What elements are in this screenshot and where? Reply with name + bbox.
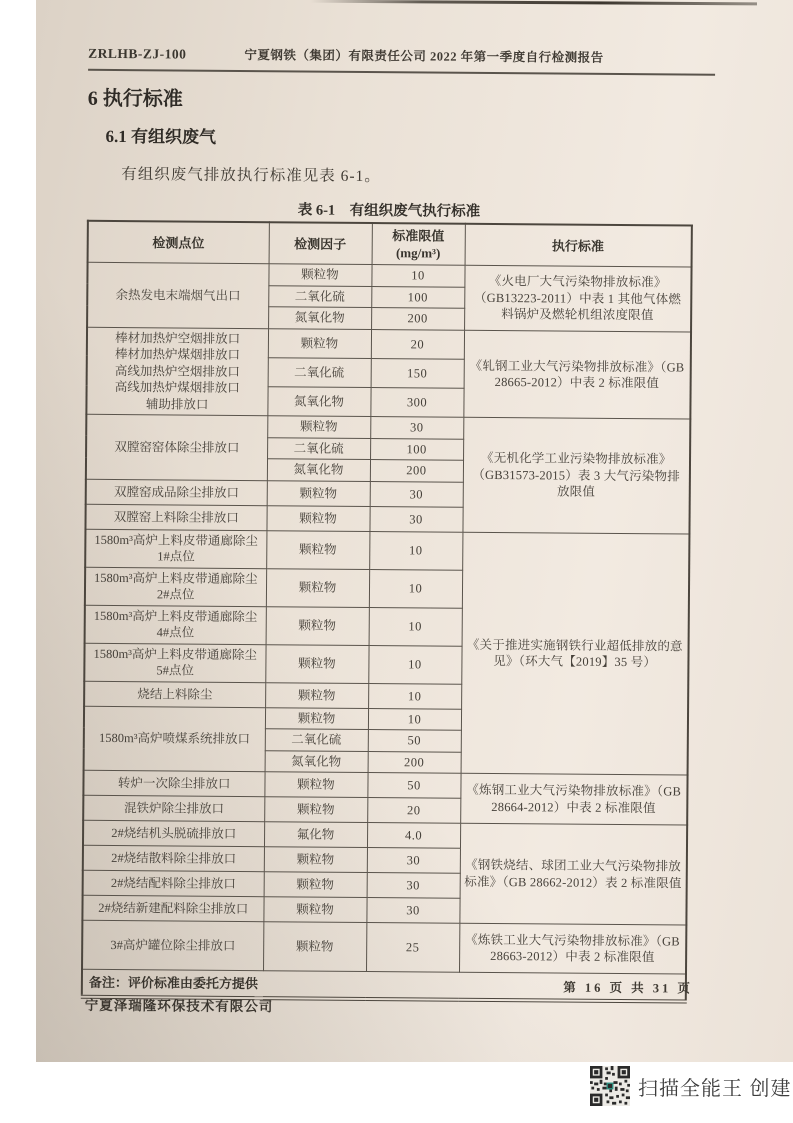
factor-cell: 颗粒物 (266, 531, 369, 570)
limit-cell: 10 (369, 531, 462, 570)
limit-cell: 30 (367, 873, 460, 899)
monitoring-point-cell: 棒材加热炉空烟排放口 棒材加热炉煤烟排放口 高线加热炉空烟排放口 高线加热炉煤烟排放口 辅助排放口 (86, 327, 268, 416)
footer-company: 宁夏泽瑞隆环保技术有限公司 (84, 997, 274, 1015)
limit-cell: 20 (367, 798, 460, 824)
limit-cell: 10 (368, 683, 461, 709)
factor-cell: 颗粒物 (263, 922, 366, 972)
limit-cell: 150 (371, 358, 464, 388)
factor-cell: 颗粒物 (265, 645, 368, 684)
standard-cell: 《钢铁烧结、球团工业大气污染物排放标准》（GB 28662-2012）表 2 标准限值 (459, 824, 687, 926)
factor-cell: 颗粒物 (266, 569, 369, 608)
monitoring-point-cell: 2#烧结配料除尘排放口 (83, 871, 264, 897)
scanned-sheet (36, 0, 793, 1062)
factor-cell: 颗粒物 (265, 708, 368, 730)
factor-cell: 二氧化硫 (268, 286, 371, 308)
standard-cell: 《炼钢工业大气污染物排放标准》（GB 28664-2012）中表 2 标准限值 (460, 774, 687, 826)
table-note: 备注：评价标准由委托方提供 (82, 970, 686, 1002)
limit-cell: 10 (368, 708, 461, 730)
monitoring-point-cell: 1580m³高炉喷煤系统排放口 (84, 706, 266, 772)
monitoring-point-cell: 双膛窑成品除尘排放口 (86, 479, 267, 505)
subsection-heading: 6.1 有组织废气 (105, 126, 217, 147)
factor-cell: 颗粒物 (264, 797, 367, 823)
standards-table (81, 220, 693, 1004)
limit-cell: 30 (366, 898, 459, 924)
limit-cell: 20 (371, 329, 464, 359)
factor-cell: 颗粒物 (264, 847, 367, 873)
limit-cell: 200 (371, 308, 464, 330)
table-row (82, 921, 686, 975)
table-row (87, 327, 691, 361)
monitoring-point-cell: 1580m³高炉上料皮带通廊除尘 1#点位 (85, 529, 266, 568)
factor-cell: 颗粒物 (268, 329, 371, 359)
table-row (87, 263, 691, 289)
limit-cell: 200 (368, 751, 461, 773)
limit-cell: 10 (371, 265, 464, 287)
monitoring-point-cell: 1580m³高炉上料皮带通廊除尘 2#点位 (85, 567, 266, 606)
monitoring-point-cell: 2#烧结散料除尘排放口 (83, 846, 264, 872)
monitoring-point-cell: 双膛窑上料除尘排放口 (85, 504, 266, 530)
table-header-row (88, 221, 692, 268)
table-body (82, 263, 692, 1002)
limit-cell: 30 (370, 417, 463, 439)
column-header: 检测点位 (88, 221, 269, 264)
factor-cell: 氮氧化物 (267, 459, 370, 481)
limit-cell: 10 (369, 569, 462, 608)
limit-cell: 50 (367, 773, 460, 799)
monitoring-point-cell: 2#烧结新建配料除尘排放口 (82, 896, 263, 922)
limit-cell: 300 (370, 388, 463, 418)
report-title: 宁夏钢铁（集团）有限责任公司 2022 年第一季度自行检测报告 (244, 48, 604, 65)
monitoring-point-cell: 1580m³高炉上料皮带通廊除尘 4#点位 (85, 605, 266, 644)
standard-cell: 《关于推进实施钢铁行业超低排放的意见》（环大气【2019】35 号） (461, 532, 690, 775)
doc-number: ZRLHB-ZJ-100 (88, 45, 187, 62)
column-header: 检测因子 (269, 222, 372, 265)
document-header (88, 44, 715, 76)
factor-cell: 二氧化硫 (265, 729, 368, 751)
limit-cell: 200 (370, 460, 463, 482)
column-header: 执行标准 (465, 224, 692, 268)
limit-cell: 10 (368, 645, 461, 684)
standard-cell: 《炼铁工业大气污染物排放标准》（GB 28663-2012）中表 2 标准限值 (459, 924, 686, 975)
monitoring-point-cell: 烧结上料除尘 (84, 681, 265, 707)
factor-cell: 颗粒物 (266, 607, 369, 646)
table-row (86, 415, 690, 441)
limit-cell: 100 (370, 438, 463, 460)
standard-cell: 《火电厂大气污染物排放标准》（GB13223-2011）中表 1 其他气体燃料锅炉及燃轮机组浓度限值 (464, 266, 691, 332)
qr-code-icon (590, 1066, 630, 1106)
monitoring-point-cell: 1580m³高炉上料皮带通廊除尘 5#点位 (84, 643, 265, 682)
scanner-watermark-label: 扫描全能王 创建 (638, 1077, 792, 1100)
table-title: 表 6-1 有组织废气执行标准 (297, 202, 481, 220)
factor-cell: 二氧化硫 (267, 438, 370, 460)
factor-cell: 颗粒物 (268, 264, 371, 286)
factor-cell: 颗粒物 (267, 416, 370, 438)
monitoring-point-cell: 3#高炉罐位除尘排放口 (82, 921, 263, 971)
section-heading: 6 执行标准 (87, 87, 183, 111)
monitoring-point-cell: 混铁炉除尘排放口 (83, 796, 264, 822)
limit-cell: 30 (367, 848, 460, 874)
limit-cell: 100 (371, 286, 464, 308)
factor-cell: 颗粒物 (267, 481, 370, 507)
sheet-content (28, 0, 793, 1067)
limit-cell: 4.0 (367, 823, 460, 849)
monitoring-point-cell: 双膛窑窑体除尘排放口 (86, 415, 268, 481)
factor-cell: 颗粒物 (266, 506, 369, 532)
monitoring-point-cell: 转炉一次除尘排放口 (83, 771, 264, 797)
factor-cell: 氮氧化物 (265, 751, 368, 773)
factor-cell: 颗粒物 (265, 683, 368, 709)
factor-cell: 氮氧化物 (268, 307, 371, 329)
scanner-watermark (590, 1066, 792, 1106)
monitoring-point-cell: 余热发电末端烟气出口 (87, 263, 269, 329)
limit-cell: 30 (370, 481, 463, 507)
factor-cell: 氮氧化物 (267, 387, 370, 417)
factor-cell: 颗粒物 (263, 897, 366, 923)
factor-cell: 二氧化硫 (268, 358, 371, 388)
limit-cell: 10 (369, 607, 462, 646)
standard-cell: 《无机化学工业污染物排放标准》（GB31573-2015）表 3 大气污染物排放限值 (462, 418, 690, 534)
standard-cell: 《轧钢工业大气污染物排放标准》（GB 28665-2012）中表 2 标准限值 (463, 330, 691, 419)
monitoring-point-cell: 2#烧结机头脱硫排放口 (83, 821, 264, 847)
limit-cell: 25 (366, 923, 459, 973)
page-indicator: 第 16 页 共 31 页 (563, 980, 693, 996)
table-row (85, 529, 689, 572)
intro-text: 有组织废气排放执行标准见表 6-1。 (121, 166, 381, 186)
factor-cell: 颗粒物 (264, 872, 367, 898)
limit-cell: 30 (369, 506, 462, 532)
factor-cell: 氟化物 (264, 822, 367, 848)
limit-cell: 50 (368, 730, 461, 752)
factor-cell: 颗粒物 (264, 772, 367, 798)
column-header: 标准限值(mg/m³) (372, 223, 465, 266)
